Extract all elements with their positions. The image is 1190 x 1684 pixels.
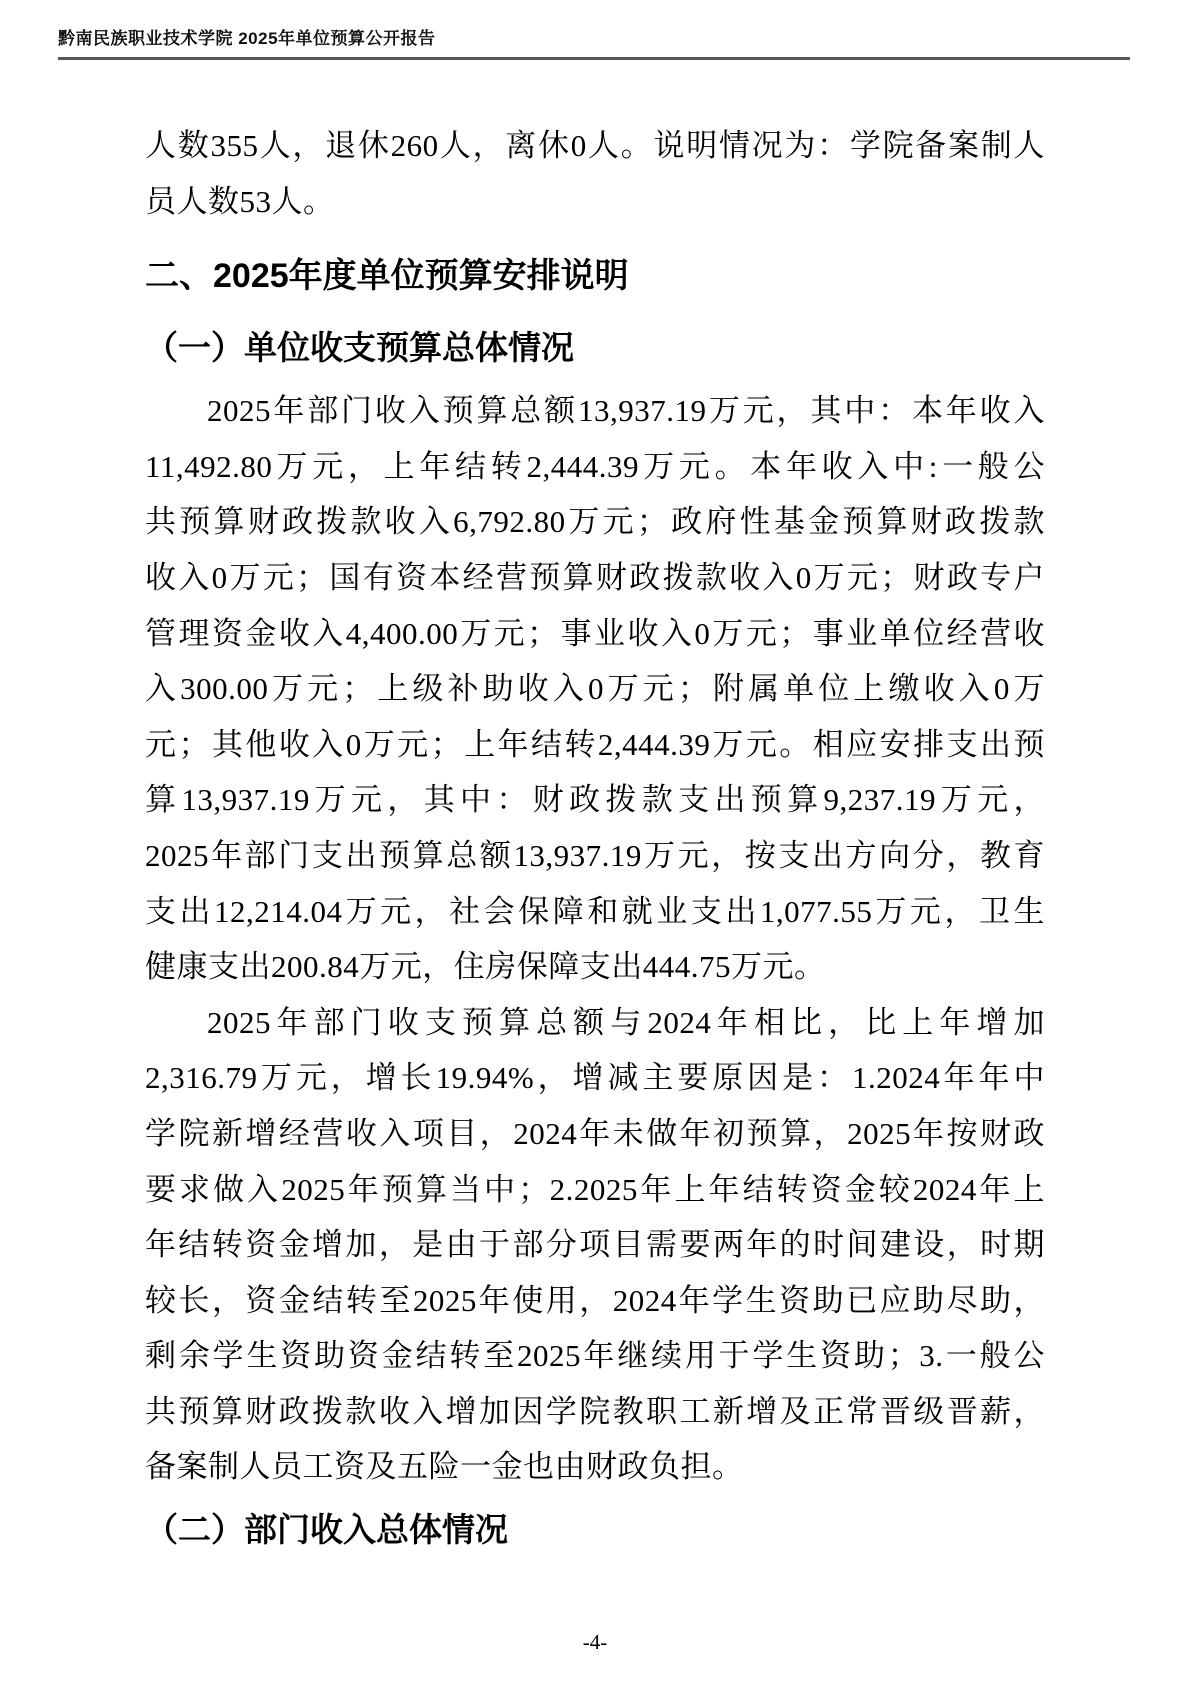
text-line: 11,492.80万元，上年结转2,444.39万元。本年收入中:一般公	[145, 448, 1045, 484]
text-line: 年结转资金增加，是由于部分项目需要两年的时间建设，时期	[145, 1227, 1045, 1263]
text-line: 要求做入2025年预算当中；2.2025年上年结转资金较2024年上	[145, 1171, 1045, 1207]
text-line: 入300.00万元；上级补助收入0万元；附属单位上缴收入0万	[145, 671, 1045, 707]
text-line: 剩余学生资助资金结转至2025年继续用于学生资助；3.一般公	[145, 1338, 1045, 1374]
text-line: 共预算财政拨款收入6,792.80万元；政府性基金预算财政拨款	[145, 504, 1045, 540]
text-line: 2025年部门支出预算总额13,937.19万元，按支出方向分，教育	[145, 837, 1045, 873]
text-line: 学院新增经营收入项目，2024年未做年初预算，2025年按财政	[145, 1115, 1045, 1151]
text-line: 共预算财政拨款收入增加因学院教职工新增及正常晋级晋薪，	[145, 1393, 1045, 1429]
text-line: 收入0万元；国有资本经营预算财政拨款收入0万元；财政专户	[145, 559, 1045, 595]
text-line: 算13,937.19万元，其中：财政拨款支出预算9,237.19万元，	[145, 782, 1045, 818]
text-line: 管理资金收入4,400.00万元；事业收入0万元；事业单位经营收	[145, 615, 1045, 651]
document-body	[145, 118, 1045, 1565]
page-number: -4-	[582, 1630, 608, 1654]
subsection-heading: （一）单位收支预算总体情况	[145, 329, 574, 367]
text-line: 2025年部门收支预算总额与2024年相比，比上年增加	[207, 1004, 1045, 1040]
text-line: 支出12,214.04万元，社会保障和就业支出1,077.55万元，卫生	[145, 893, 1045, 929]
subsection-heading: （二）部门收入总体情况	[145, 1511, 508, 1549]
section-heading: 二、2025年度单位预算安排说明	[145, 257, 629, 296]
text-line: 元；其他收入0万元；上年结转2,444.39万元。相应安排支出预	[145, 726, 1045, 762]
text-line: 健康支出200.84万元，住房保障支出444.75万元。	[145, 949, 826, 985]
page-header	[58, 28, 1132, 50]
header-divider	[58, 57, 1130, 60]
text-line: 人数355人，退休260人，离休0人。说明情况为：学院备案制人	[145, 128, 1045, 163]
text-line: 员人数53人。	[145, 183, 335, 219]
text-line: 2025年部门收入预算总额13,937.19万元，其中：本年收入	[207, 393, 1045, 429]
text-line: 2,316.79万元，增长19.94%，增减主要原因是：1.2024年年中	[145, 1060, 1045, 1096]
text-line: 较长，资金结转至2025年使用，2024年学生资助已应助尽助，	[145, 1282, 1045, 1318]
text-line: 备案制人员工资及五险一金也由财政负担。	[145, 1449, 744, 1485]
report-title: 黔南民族职业技术学院 2025年单位预算公开报告	[58, 29, 436, 48]
